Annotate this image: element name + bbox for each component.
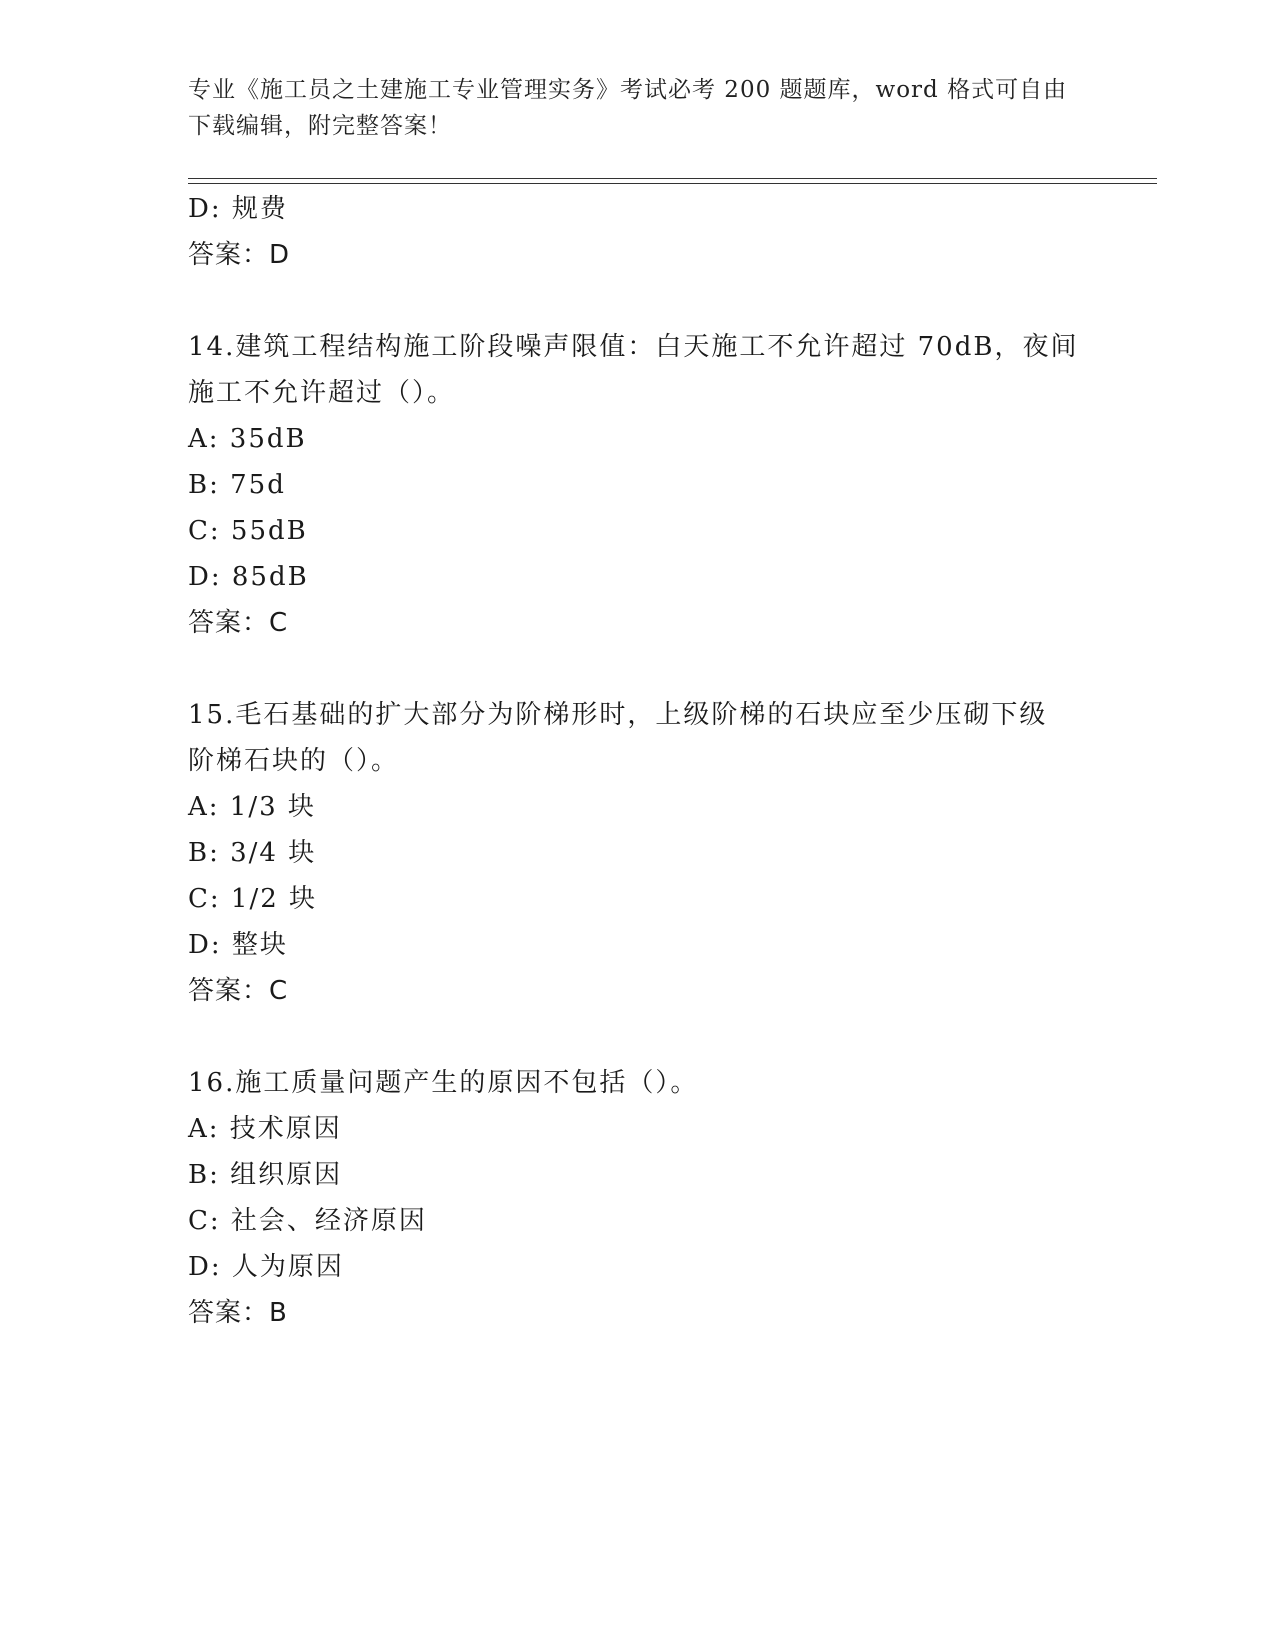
question-15-text-line-2: 阶梯石块的（）。 [188, 746, 400, 776]
spacer [188, 646, 1088, 692]
question-14-option-c: C: 55dB [188, 516, 308, 546]
question-16-option-a: A: 技术原因 [188, 1114, 342, 1144]
document-body [188, 186, 1088, 1336]
header-divider-bottom [188, 183, 1157, 184]
question-16-option-b: B: 组织原因 [188, 1160, 343, 1190]
question-16-option-c: C: 社会、经济原因 [188, 1206, 427, 1236]
question-14 [188, 324, 1088, 646]
prev-option-d: D: 规费 [188, 194, 288, 224]
question-15-option-b: B: 3/4 块 [188, 838, 317, 868]
question-15-answer: 答案：C [188, 976, 289, 1006]
header-divider-top [188, 178, 1157, 179]
header-line-2: 下载编辑，附完整答案！ [188, 113, 452, 139]
question-14-option-d: D: 85dB [188, 562, 309, 592]
question-15-text-line-1: 15.毛石基础的扩大部分为阶梯形时，上级阶梯的石块应至少压砌下级 [188, 700, 1048, 730]
question-16 [188, 1060, 1088, 1336]
question-16-answer: 答案：B [188, 1298, 288, 1328]
question-14-text-line-2: 施工不允许超过（）。 [188, 378, 456, 408]
question-15 [188, 692, 1088, 1014]
prev-answer: 答案：D [188, 240, 291, 270]
question-16-option-d: D: 人为原因 [188, 1252, 344, 1282]
spacer [188, 278, 1088, 324]
spacer [188, 1014, 1088, 1060]
question-15-option-d: D: 整块 [188, 930, 288, 960]
question-14-answer: 答案：C [188, 608, 289, 638]
question-15-option-c: C: 1/2 块 [188, 884, 318, 914]
question-14-option-b: B: 75d [188, 470, 286, 500]
question-14-text-line-1: 14.建筑工程结构施工阶段噪声限值：白天施工不允许超过 70dB，夜间 [188, 332, 1079, 362]
question-14-option-a: A: 35dB [188, 424, 307, 454]
header-line-1: 专业《施工员之土建施工专业管理实务》考试必考 200 题题库，word 格式可自由 [188, 77, 1068, 103]
page-header [188, 72, 1088, 144]
question-15-option-a: A: 1/3 块 [188, 792, 316, 822]
question-16-text-line-1: 16.施工质量问题产生的原因不包括（）。 [188, 1068, 699, 1098]
